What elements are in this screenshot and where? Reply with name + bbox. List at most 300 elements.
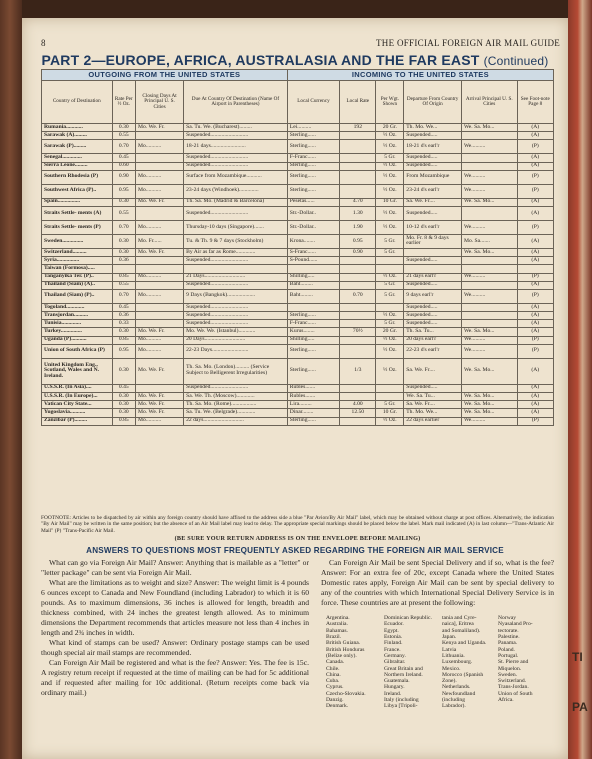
table-cell: Sterling...... [287, 162, 339, 170]
table-cell [184, 265, 288, 273]
table-cell: 0.95 [340, 234, 376, 248]
table-cell [136, 303, 184, 311]
table-cell: Sterling...... [287, 170, 339, 184]
table-cell: (A) [517, 281, 553, 289]
table-cell: 4.00 [340, 401, 376, 409]
table-cell: By Air as far as Rome.............. [184, 248, 288, 256]
table-cell: (A) [517, 234, 553, 248]
table-cell: 0.85 [112, 417, 136, 425]
table-cell [376, 393, 404, 401]
table-cell: Sterling...... [287, 140, 339, 154]
table-cell [340, 417, 376, 425]
faq-paragraph: What are the limitations as to weight and size? Answer: The weight limit is 4 pounds 6 ounces except to Canada and New Foundland (including Labrador) to which it is 60 pounds. As to maximum dimensions, 36 inches is allowed for length, breadth and thickness combined, with 24 inches the greatest length allowed. As to minimum dimensions the Department recommends that articles measure not less than 4 inches in length and 2¾ inches in width. [41, 578, 309, 638]
table-cell: Suspended..... [404, 312, 462, 320]
table-cell: 22-23 d's earl'r [404, 344, 462, 358]
page-title [22, 52, 568, 68]
table-cell: 0.85 [112, 273, 136, 281]
table-cell: We. Sa. Mo... [461, 124, 517, 132]
country-cell: Thailand (Siam) (A).. [42, 281, 113, 289]
table-cell: Sa. Tu. We. (Bucharest)......... [184, 124, 288, 132]
table-cell: We. Sa. Mo... [461, 409, 517, 417]
return-address-notice: (BE SURE YOUR RETURN ADDRESS IS ON THE ENVELOPE BEFORE MAILING) [174, 535, 421, 543]
table-row [42, 198, 554, 206]
table-cell: Th. Sa. Mo. (Rome).................. [184, 401, 288, 409]
table-cell: (A) [517, 206, 553, 220]
page-number: 8 [41, 38, 46, 48]
table-cell: Suspended........................... [184, 162, 288, 170]
country-cell: Tunisia.............. [42, 320, 113, 328]
table-cell: Mo........... [136, 273, 184, 281]
table-cell: 0.70 [112, 289, 136, 303]
table-cell: 9 Days (Bangkok).................... [184, 289, 288, 303]
table-cell [461, 265, 517, 273]
table-cell: 0.90 [112, 170, 136, 184]
table-cell: ½ Oz. [376, 358, 404, 384]
country-cell: Tanganyika Ter. (P).. [42, 273, 113, 281]
table-cell: Surface from Mozambique........... [184, 170, 288, 184]
table-cell [136, 312, 184, 320]
table-cell [461, 257, 517, 265]
country-cell: Togoland............. [42, 303, 113, 311]
table-cell: Suspended........................... [184, 303, 288, 311]
table-cell: 4.70 [340, 198, 376, 206]
table-cell: We. Sa. Mo... [461, 198, 517, 206]
table-cell [136, 265, 184, 273]
table-cell: Rubles....... [287, 393, 339, 401]
table-row [42, 184, 554, 198]
table-cell: Str.-Dollar.. [287, 206, 339, 220]
table-cell: Thursday-10 days (Singapore)....... [184, 220, 288, 234]
table-cell [517, 265, 553, 273]
table-cell: We. Sa. Mo... [461, 401, 517, 409]
incoming-group-header: INCOMING TO THE UNITED STATES [287, 70, 553, 81]
outgoing-group-header: OUTGOING FROM THE UNITED STATES [42, 70, 288, 81]
table-cell: Th. Mo. We... [404, 409, 462, 417]
table-cell: 1/3 [340, 358, 376, 384]
table-cell: Th. Sa. Mo. (London).......... (Service Subject to Belligerent Irregularities) [184, 358, 288, 384]
table-cell [461, 162, 517, 170]
table-cell: 192 [340, 124, 376, 132]
table-cell [461, 312, 517, 320]
table-cell: Mo. We. Fr. [136, 409, 184, 417]
country-list-column: Argentina. Australia. Bahamas. Brazil. British Guiana. British Honduras (Belize only). Canada. Chile. China. Cuba. Cyprus. Czecho-Slovakia. Danzig. Denmark. [326, 615, 366, 710]
table-cell: Mo........... [136, 170, 184, 184]
table-row [42, 344, 554, 358]
country-cell: United Kingdom Eng., Scotland, Wales and N. Ireland. [42, 358, 113, 384]
table-cell: Suspended..... [404, 154, 462, 162]
table-cell: (A) [517, 358, 553, 384]
faq-left-column [41, 558, 309, 698]
table-cell: 20 Gr. [376, 328, 404, 336]
table-row [42, 384, 554, 392]
table-cell: Suspended..... [404, 320, 462, 328]
table-cell: Pesetas...... [287, 198, 339, 206]
table-cell: 10-12 d's earl'r [404, 220, 462, 234]
table-cell: We. Sa. Tu... [404, 393, 462, 401]
table-row [42, 401, 554, 409]
footnote [41, 515, 554, 542]
table-cell [136, 320, 184, 328]
table-cell [112, 265, 136, 273]
table-cell: Suspended........................... [184, 206, 288, 220]
table-cell: S-Pound...... [287, 257, 339, 265]
table-cell: S-Franc...... [287, 248, 339, 256]
table-cell: We.......... [461, 220, 517, 234]
table-cell: 0.90 [340, 248, 376, 256]
country-list-column: Norway Nyasaland Pro- tectorate. Palestine. Panama. Poland. Portugal. St. Pierre and Miquelon. Sweden. Switzerland. Trans-Jordan. Union of South Africa. [498, 615, 533, 704]
table-cell: Mo........... [136, 417, 184, 425]
table-cell: (P) [517, 336, 553, 344]
table-cell: 0.70 [112, 140, 136, 154]
table-cell: 5 Gr. [376, 234, 404, 248]
table-cell: We.......... [461, 273, 517, 281]
table-row [42, 154, 554, 162]
table-cell [340, 303, 376, 311]
table-cell: Mo. We. Fr. [136, 358, 184, 384]
table-cell: Dinar........ [287, 409, 339, 417]
table-cell: We. Sa. Mo... [461, 358, 517, 384]
country-cell: Zanzibar (P)......... [42, 417, 113, 425]
country-cell: Vatican City State... [42, 401, 113, 409]
column-header: Arrival Principal U. S. Cities [461, 81, 517, 124]
table-cell: Sa. We. Fr.... [404, 198, 462, 206]
table-cell: ½ Oz. [376, 417, 404, 425]
table-cell: Mo. Sa....... [461, 234, 517, 248]
table-cell: (A) [517, 198, 553, 206]
table-cell: Mo........... [136, 220, 184, 234]
table-cell [376, 303, 404, 311]
table-cell: (A) [517, 124, 553, 132]
country-cell: Syria................ [42, 257, 113, 265]
table-cell [340, 170, 376, 184]
table-cell: Mo........... [136, 140, 184, 154]
table-row [42, 303, 554, 311]
country-list-column: Dominican Republic. Ecuador. Egypt. Estonia. Finland. France. Germany. Gibraltar. Great Britain and Northern Ireland. Guatemala. Hungary. Ireland. Italy (including Libya [Tripoli- [384, 615, 432, 710]
rates-table-body [42, 124, 554, 426]
table-cell [340, 336, 376, 344]
table-cell [340, 265, 376, 273]
table-cell [461, 303, 517, 311]
table-cell: ½ Oz. [376, 336, 404, 344]
footnote-text: FOOTNOTE: Articles to be dispatched by air within any foreign country should have affixed to the address side a blue "Par Avion/By Air Mail" label, which may be obtained without charge at post offices. Alternatively, the indication "By Air Mail" may be written in the same position; but the absence of an Air Mail label may lead to delay. The appropriate special markings should be placed below the label. Mark mail indicated (A) in last column—"Trans-Atlantic Air Mail" (P) "Trans-Pacific Air Mail. [41, 515, 554, 534]
table-cell: ½ Oz. [376, 162, 404, 170]
table-row [42, 336, 554, 344]
table-cell [376, 265, 404, 273]
table-cell: Lira......... [287, 401, 339, 409]
table-cell: 0.70 [112, 220, 136, 234]
table-cell [340, 344, 376, 358]
table-cell: 0.30 [112, 234, 136, 248]
table-row [42, 320, 554, 328]
table-cell: Sterling...... [287, 132, 339, 140]
table-row [42, 409, 554, 417]
table-cell: 5 Gr. [376, 320, 404, 328]
table-cell: (P) [517, 170, 553, 184]
table-cell: 0.45 [112, 154, 136, 162]
table-cell: Mo........... [136, 184, 184, 198]
faq-paragraph: What kind of stamps can be used? Answer: Ordinary postage stamps can be used though special air mail stamps are recommended. [41, 638, 309, 658]
table-cell [287, 303, 339, 311]
table-cell: Shilling..... [287, 336, 339, 344]
table-cell: (A) [517, 132, 553, 140]
country-cell: Sarawak (A)......... [42, 132, 113, 140]
table-cell: 22 days earlier [404, 417, 462, 425]
table-cell: Mo. We. Fr. [136, 401, 184, 409]
table-cell: Th. Sa. Mo. (Madrid & Barcelona) [184, 198, 288, 206]
country-cell: Switzerland.......... [42, 248, 113, 256]
table-cell: (A) [517, 257, 553, 265]
table-cell: 0.85 [112, 336, 136, 344]
table-cell: Sterling...... [287, 312, 339, 320]
table-cell: Mo........... [136, 336, 184, 344]
table-cell: We.......... [461, 289, 517, 303]
table-cell: ½ Oz. [376, 132, 404, 140]
table-cell: Suspended..... [404, 384, 462, 392]
table-cell: We.......... [461, 336, 517, 344]
table-cell: We.......... [461, 170, 517, 184]
table-cell: (A) [517, 409, 553, 417]
table-cell: 0.55 [112, 132, 136, 140]
table-cell: 70½ [340, 328, 376, 336]
page-title-continued: (Continued) [483, 54, 549, 68]
table-cell: We.......... [461, 417, 517, 425]
table-cell: From Mozambique [404, 170, 462, 184]
table-cell [340, 154, 376, 162]
column-header: Local Rate [340, 81, 376, 124]
table-cell: ½ Oz. [376, 140, 404, 154]
table-row [42, 328, 554, 336]
table-row [42, 162, 554, 170]
country-cell: Sweden............... [42, 234, 113, 248]
table-cell [376, 257, 404, 265]
table-cell: Mo. Fr. 8 & 9 days earlier [404, 234, 462, 248]
table-cell: We. Sa. Mo... [461, 248, 517, 256]
country-cell: Straits Settle- ments (P) [42, 220, 113, 234]
table-cell: Shilling..... [287, 273, 339, 281]
table-cell: Sa. We. Fr.... [404, 358, 462, 384]
table-cell: Lei.......... [287, 124, 339, 132]
column-header: Closing Days At Principal U. S. Cities [136, 81, 184, 124]
country-cell: Yugoslavia........... [42, 409, 113, 417]
table-cell: We.......... [461, 140, 517, 154]
table-cell: Krona........ [287, 234, 339, 248]
table-cell [461, 206, 517, 220]
table-cell: Suspended..... [404, 162, 462, 170]
table-cell: Suspended........................... [184, 281, 288, 289]
table-cell [340, 140, 376, 154]
table-cell [340, 281, 376, 289]
table-cell [461, 281, 517, 289]
country-cell: Taiwan (Formosa)..... [42, 265, 113, 273]
table-cell: Baht......... [287, 289, 339, 303]
adjacent-page-edge [568, 0, 592, 759]
table-row [42, 170, 554, 184]
running-head: THE OFFICIAL FOREIGN AIR MAIL GUIDE [376, 38, 561, 48]
table-cell: 22-23 Days.......................... [184, 344, 288, 358]
column-header: Per Wgt. Shown [376, 81, 404, 124]
country-cell: Southern Rhodesia (P) [42, 170, 113, 184]
table-cell: Suspended........................... [184, 257, 288, 265]
table-row [42, 220, 554, 234]
table-cell: 5 Gr. [376, 281, 404, 289]
special-delivery-paragraph: Can Foreign Air Mail be sent Special Delivery and if so, what is the fee? Answer: For an extra fee of 20c, except Canada where the United States Domestic rates apply, Foreign Air Mail can be sent by special delivery to any of the countries with which International Special Delivery Service is in force. These countries are at present the following: [321, 558, 554, 608]
table-cell: 23-24 days (Windhoek).............. [184, 184, 288, 198]
table-cell: Mo. We. Fr. [136, 328, 184, 336]
table-cell [461, 154, 517, 162]
country-cell: Sarawak (P)......... [42, 140, 113, 154]
table-cell: Sterling...... [287, 344, 339, 358]
country-cell: Thailand (Siam) (P).. [42, 289, 113, 303]
table-cell: 5 Gr. [376, 154, 404, 162]
table-cell: Rubles....... [287, 384, 339, 392]
table-cell [136, 384, 184, 392]
table-cell [136, 154, 184, 162]
table-cell: 0.60 [112, 162, 136, 170]
country-list-column: tania and Cyre- naica], Eritrea and Somaliland). Japan. Kenya and Uganda. Latvia Lithuania. Luxembourg. Mexico. Morocco (Spanish Zone). Netherlands. Newfoundland (including Labrador). [442, 615, 487, 710]
table-cell: 18-21 d's earl'r [404, 140, 462, 154]
book-binding [0, 0, 22, 759]
country-cell: Uganda (P)........... [42, 336, 113, 344]
table-cell [340, 384, 376, 392]
table-cell [404, 265, 462, 273]
table-cell: 0.30 [112, 409, 136, 417]
table-cell [376, 384, 404, 392]
table-cell: 10 Gr. [376, 198, 404, 206]
table-cell: Mo. We. Fr. [136, 198, 184, 206]
table-cell: Sa. We. Fr.... [404, 401, 462, 409]
column-header: See Foot-note Page 8 [517, 81, 553, 124]
table-cell: (P) [517, 344, 553, 358]
country-cell: Straits Settle- ments (A) [42, 206, 113, 220]
table-cell: 20 days earl'r [404, 336, 462, 344]
table-row [42, 289, 554, 303]
table-cell [404, 248, 462, 256]
table-cell: 5 Gr. [376, 248, 404, 256]
table-row [42, 257, 554, 265]
table-cell: Suspended........................... [184, 132, 288, 140]
table-cell: 22 days............................. [184, 417, 288, 425]
table-cell: 20 Gr. [376, 124, 404, 132]
table-cell [136, 281, 184, 289]
table-cell: (A) [517, 384, 553, 392]
table-cell: 20 Days............................. [184, 336, 288, 344]
table-cell: Mo. Fr...... [136, 234, 184, 248]
table-cell: Sa. We. Th. (Moscow)............. [184, 393, 288, 401]
table-cell: ½ Oz. [376, 220, 404, 234]
table-cell: (A) [517, 401, 553, 409]
page-title-text: PART 2—EUROPE, AFRICA, AUSTRALASIA AND THE FAR EAST [41, 52, 480, 68]
faq-title: ANSWERS TO QUESTIONS MOST FREQUENTLY ASKED REGARDING THE FOREIGN AIR MAIL SERVICE [86, 546, 504, 555]
table-cell: Mo........... [136, 344, 184, 358]
table-cell [340, 320, 376, 328]
country-cell: Turkey............... [42, 328, 113, 336]
table-cell: 18-21 days......................... [184, 140, 288, 154]
table-cell: 0.30 [112, 358, 136, 384]
table-cell: Suspended..... [404, 206, 462, 220]
table-cell: (P) [517, 417, 553, 425]
column-header: Departure From Country Of Origin [404, 81, 462, 124]
table-row [42, 393, 554, 401]
table-cell: 0.70 [340, 289, 376, 303]
country-cell: Sierra Leone......... [42, 162, 113, 170]
table-cell: 0.36 [112, 257, 136, 265]
table-row [42, 312, 554, 320]
column-header: Due At Country Of Destination (Name Of Airport in Parentheses) [184, 81, 288, 124]
table-cell: 0.30 [112, 124, 136, 132]
country-cell: Rumania............ [42, 124, 113, 132]
table-row [42, 132, 554, 140]
table-cell: Baht......... [287, 281, 339, 289]
country-cell: Senegal.............. [42, 154, 113, 162]
table-cell [136, 132, 184, 140]
table-cell: Sterling...... [287, 184, 339, 198]
column-header: Rate Per ½ Oz. [112, 81, 136, 124]
table-cell: Mo. We. Fr. [136, 124, 184, 132]
table-cell: (A) [517, 393, 553, 401]
table-cell: (P) [517, 184, 553, 198]
table-cell: We. Sa. Mo... [461, 393, 517, 401]
table-cell: 0.30 [112, 328, 136, 336]
table-cell [340, 132, 376, 140]
table-cell [136, 162, 184, 170]
table-cell: Suspended..... [404, 303, 462, 311]
table-cell: Mo. We. Fr. [136, 248, 184, 256]
table-row [42, 206, 554, 220]
table-row [42, 273, 554, 281]
rates-table [41, 69, 554, 426]
table-cell: Suspended........................... [184, 154, 288, 162]
table-cell: 21 days earl'r [404, 273, 462, 281]
table-cell [287, 265, 339, 273]
table-cell: 1.30 [340, 206, 376, 220]
table-cell: (A) [517, 162, 553, 170]
table-row [42, 140, 554, 154]
table-cell: 0.33 [112, 320, 136, 328]
table-cell: 0.55 [112, 281, 136, 289]
table-cell: Suspended..... [404, 132, 462, 140]
table-cell [461, 132, 517, 140]
table-cell [340, 273, 376, 281]
table-cell: 0.55 [112, 206, 136, 220]
table-cell: 10 Gr. [376, 409, 404, 417]
faq-paragraph: Can Foreign Air Mail be registered and what is the fee? Answer: Yes. The fee is 15c. A registry return receipt if requested at the time of mailing can be had for 5c additional and if requested after mailing for 10c additional. (Return receipts come back via ordinary mail.) [41, 658, 309, 698]
table-cell: Th. Mo. We... [404, 124, 462, 132]
column-header-row [42, 81, 554, 124]
table-cell: (P) [517, 273, 553, 281]
table-cell: ½ Oz. [376, 344, 404, 358]
table-cell: 21 Days............................. [184, 273, 288, 281]
table-cell: Sterling...... [287, 358, 339, 384]
table-cell [340, 184, 376, 198]
table-cell [461, 320, 517, 328]
table-cell: 0.30 [112, 198, 136, 206]
table-cell: (A) [517, 248, 553, 256]
table-row [42, 248, 554, 256]
country-cell: Southwest Africa (P).. [42, 184, 113, 198]
table-cell: We. Sa. Mo... [461, 328, 517, 336]
country-cell: U.S.S.R. (In Asia).... [42, 384, 113, 392]
table-cell: We.......... [461, 344, 517, 358]
country-cell: U.S.S.R. (In Europe)... [42, 393, 113, 401]
table-cell [340, 312, 376, 320]
table-cell: Mo. We. We. (Istanbul)............ [184, 328, 288, 336]
table-cell [340, 393, 376, 401]
table-cell: (A) [517, 320, 553, 328]
table-cell [136, 257, 184, 265]
country-cell: Spain................ [42, 198, 113, 206]
table-cell: 9 days earl'r [404, 289, 462, 303]
table-cell: Mo. We. Fr. [136, 393, 184, 401]
